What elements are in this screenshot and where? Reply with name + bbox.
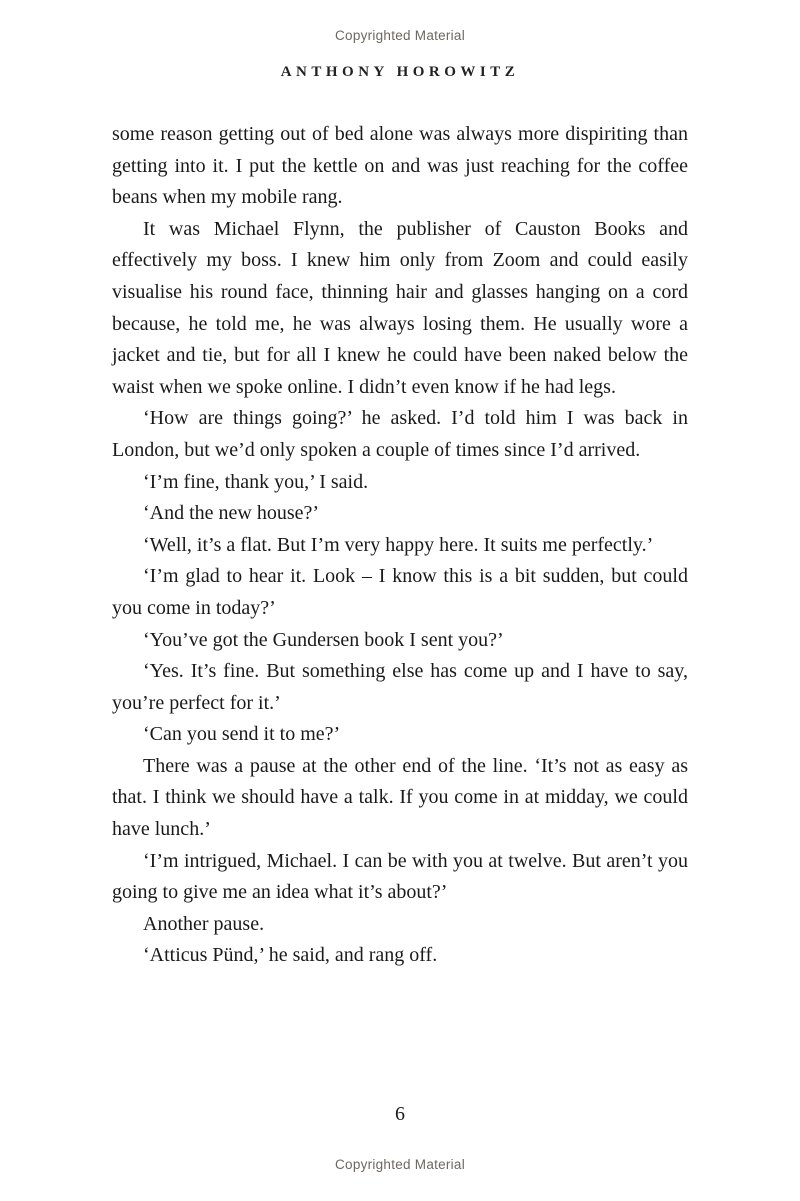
paragraph: ‘I’m glad to hear it. Look – I know this is a bit sudden, but could you come in today?’ [112, 565, 688, 619]
paragraph: ‘Can you send it to me?’ [143, 723, 341, 746]
paragraph: ‘You’ve got the Gundersen book I sent you?’ [143, 628, 504, 651]
paragraph: ‘I’m intrigued, Michael. I can be with you at twelve. But aren’t you going to give me an idea what it’s about?’ [112, 849, 688, 904]
paragraph: There was a pause at the other end of the line. ‘It’s not as easy as that. I think we should have a talk. If you come in at midday, we could have lunch.’ [112, 754, 688, 841]
page-number: 6 [395, 1103, 405, 1125]
paragraph: Another pause. [143, 912, 265, 935]
copyright-notice-top: Copyrighted Material [335, 28, 465, 43]
running-header-author: ANTHONY HOROWITZ [280, 64, 520, 80]
paragraph: ‘Yes. It’s fine. But something else has come up and I have to say, you’re perfect for it.’ [112, 660, 688, 714]
paragraph: ‘And the new house?’ [143, 502, 320, 525]
paragraph: It was Michael Flynn, the publisher of Causton Books and effectively my boss. I knew him only from Zoom and could easily visualise his round face, thinning hair and glasses hanging on a cord because, he told me, he was always losing them. He usually wore a jacket and tie, but for all I knew he could have been naked below the waist when we spoke online. I didn’t even know if he had legs. [112, 217, 688, 398]
paragraph: ‘How are things going?’ he asked. I’d told him I was back in London, but we’d only spoken a couple of times since I’d arrived. [112, 407, 688, 461]
paragraph: some reason getting out of bed alone was always more dispiriting than getting into it. I put the kettle on and was just reaching for the coffee beans when my mobile rang. [112, 123, 688, 209]
copyright-notice-bottom: Copyrighted Material [335, 1157, 465, 1172]
paragraph: ‘Well, it’s a flat. But I’m very happy here. It suits me perfectly.’ [143, 533, 654, 556]
paragraph: ‘Atticus Pünd,’ he said, and rang off. [143, 944, 438, 967]
paragraph: ‘I’m fine, thank you,’ I said. [143, 470, 369, 493]
body-text [112, 119, 688, 972]
